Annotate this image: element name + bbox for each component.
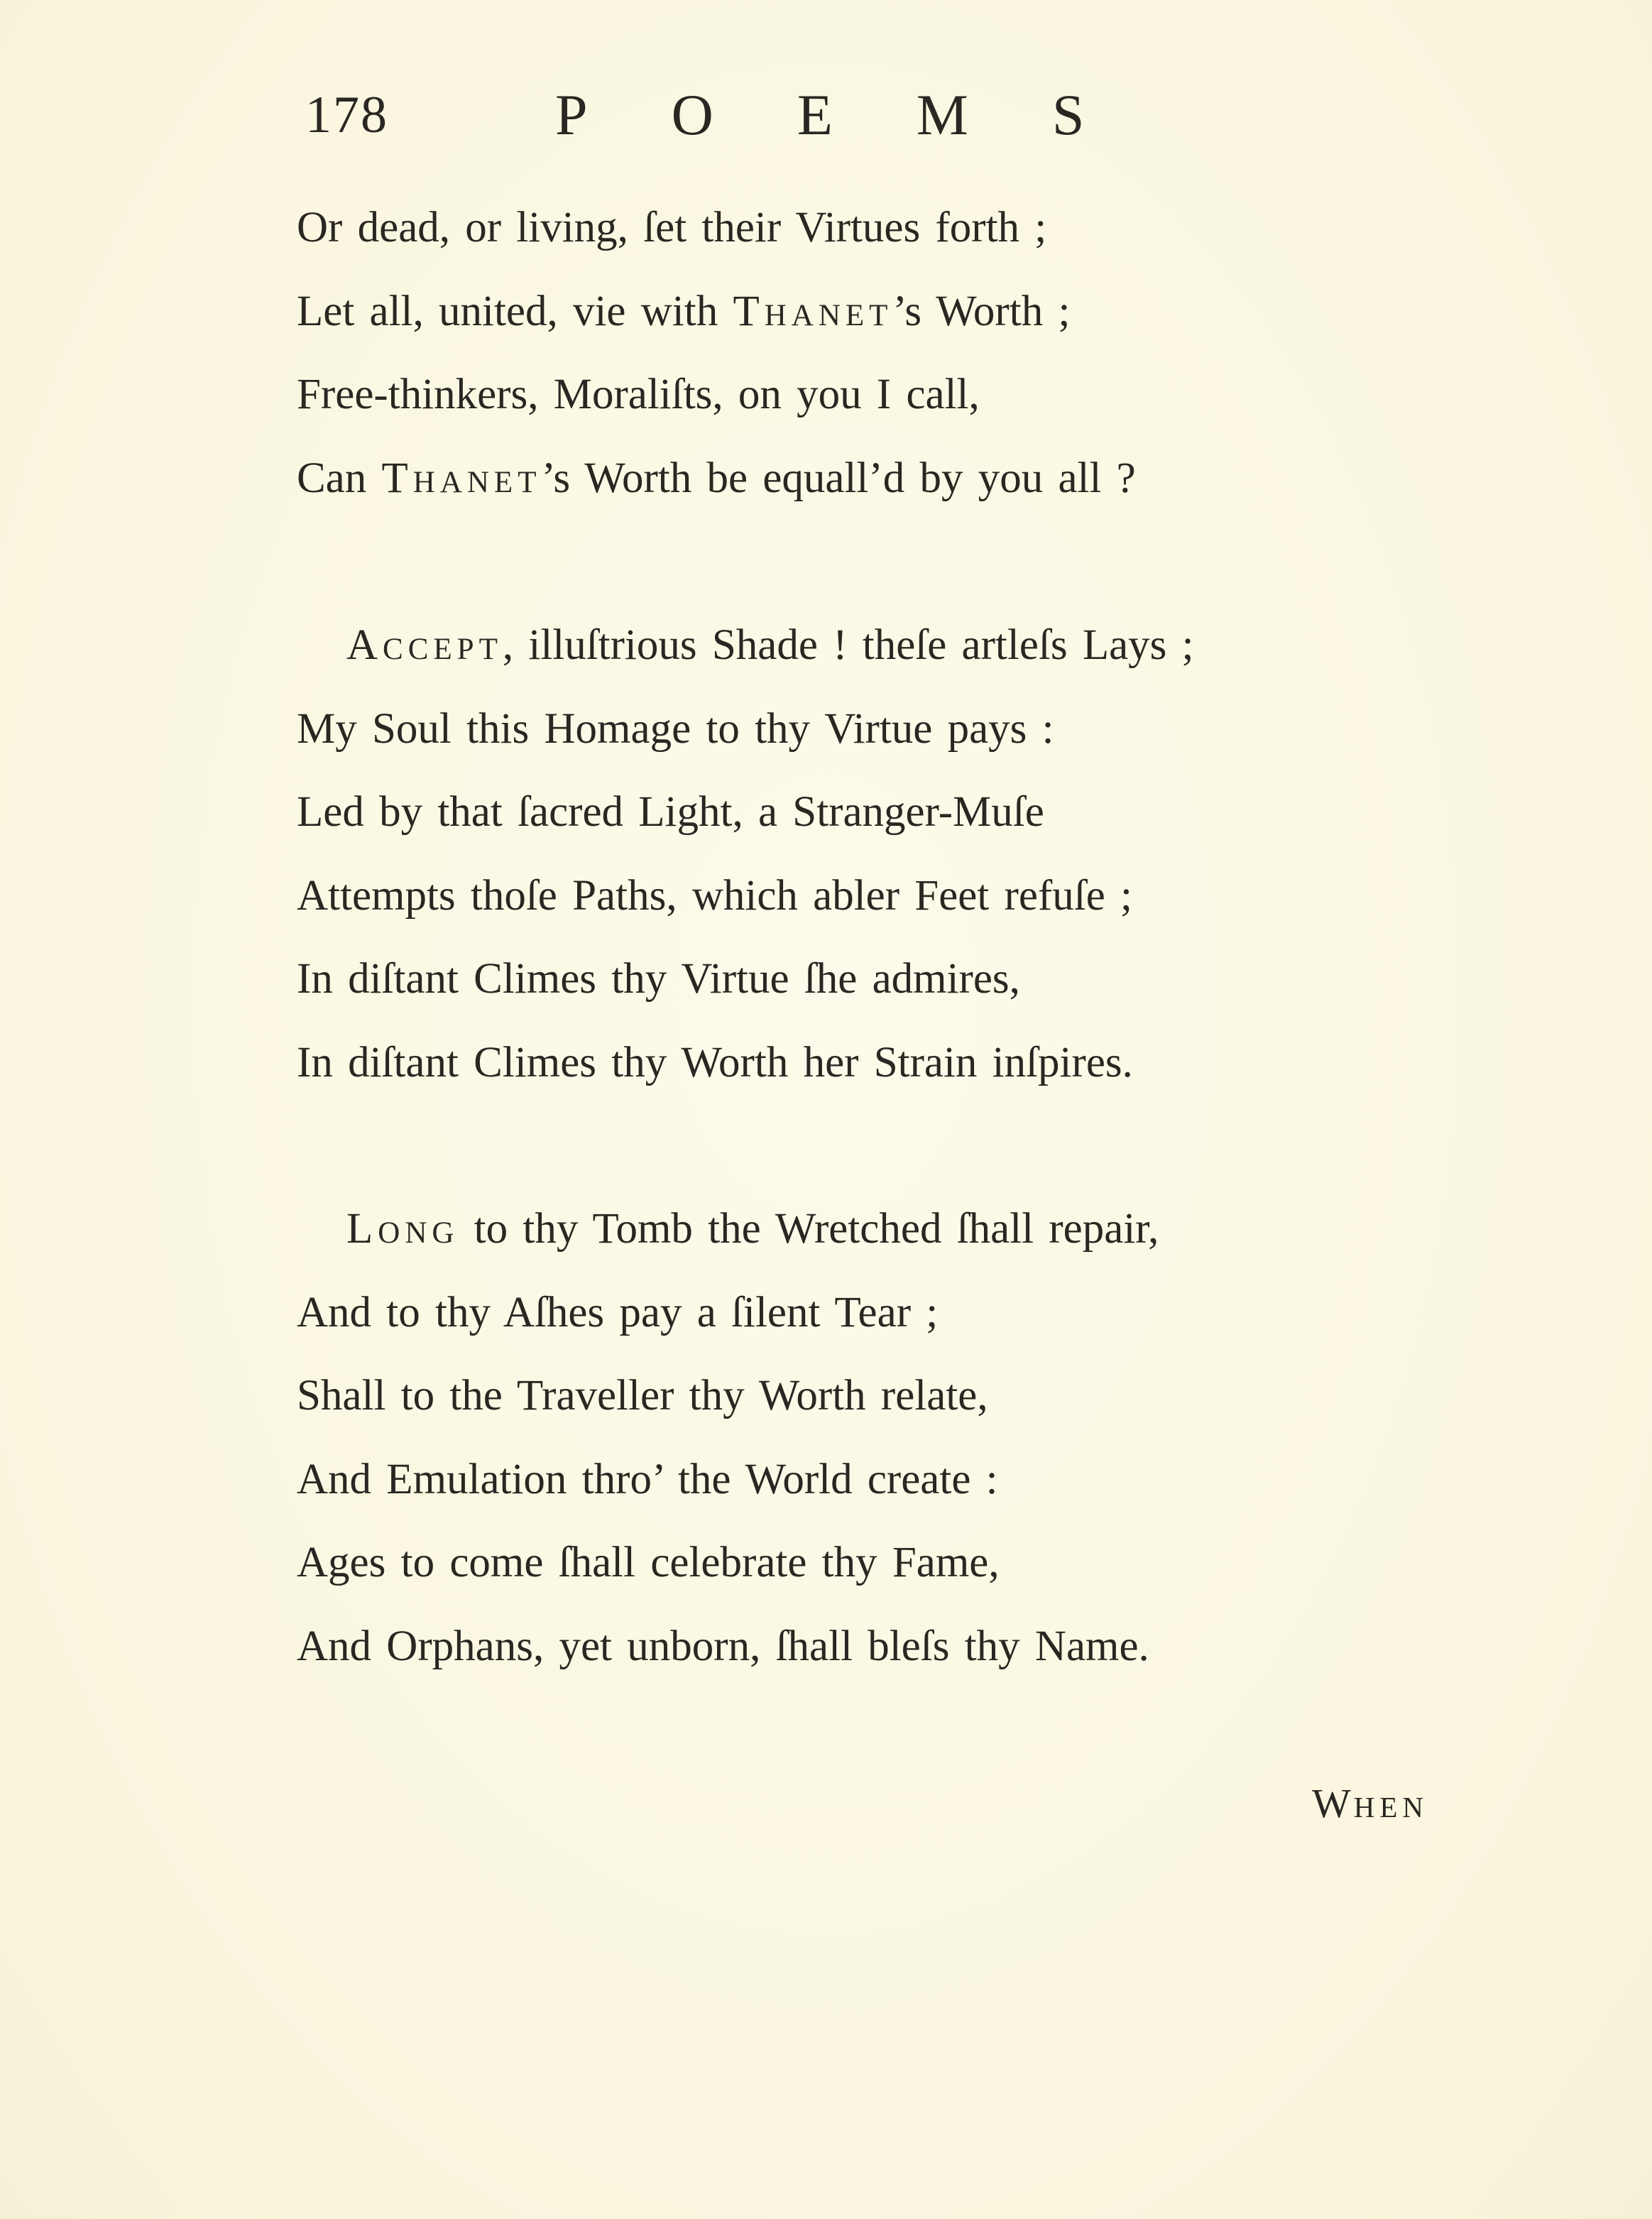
verse-line: Ages to come ſhall celebrate thy Fame, bbox=[297, 1539, 1000, 1586]
small-caps-name: Thanet bbox=[733, 287, 893, 335]
verse-line: And Emulation thro’ the World create : bbox=[297, 1455, 998, 1503]
verse-text: ’s Worth ; bbox=[892, 287, 1071, 335]
verse-line: Attempts thoſe Paths, which abler Feet refuſe ; bbox=[297, 871, 1132, 920]
verse-line: And to thy Aſhes pay a ſilent Tear ; bbox=[297, 1288, 939, 1336]
verse-line: Shall to the Traveller thy Worth relate, bbox=[297, 1372, 988, 1419]
verse-line: Or dead, or living, ſet their Virtues forth ; bbox=[297, 204, 1047, 251]
stanza-3 bbox=[297, 1187, 1404, 1688]
running-head bbox=[305, 80, 1228, 158]
small-caps-name: Thanet bbox=[381, 454, 542, 502]
stanza-1 bbox=[297, 186, 1404, 520]
stanza-2 bbox=[297, 604, 1404, 1104]
small-caps-opening: Accept bbox=[346, 621, 503, 669]
page-number: 178 bbox=[305, 86, 388, 144]
verse-line bbox=[297, 437, 1404, 520]
catchword-initial: W bbox=[1312, 1780, 1354, 1826]
verse-line: My Soul this Homage to thy Virtue pays : bbox=[297, 704, 1054, 753]
verse-text: to thy Tomb the Wretched ſhall repair, bbox=[459, 1205, 1159, 1253]
verse-line: And Orphans, yet unborn, ſhall bleſs thy Name. bbox=[297, 1622, 1149, 1670]
running-title: POEMS bbox=[555, 82, 1169, 147]
verse-line bbox=[297, 270, 1404, 354]
verse-text: Can bbox=[297, 454, 382, 502]
verse-text: Let all, united, vie with bbox=[297, 287, 733, 335]
catchword-rest: hen bbox=[1353, 1780, 1429, 1826]
verse-text: , illuſtrious Shade ! theſe artleſs Lays ; bbox=[502, 621, 1194, 669]
verse-line bbox=[297, 1187, 1404, 1271]
verse-line bbox=[297, 604, 1404, 687]
verse-line: Free-thinkers, Moraliſts, on you I call, bbox=[297, 371, 980, 418]
verse-text: ’s Worth be equall’d by you all ? bbox=[541, 454, 1136, 502]
small-caps-opening: Long bbox=[346, 1205, 459, 1253]
verse-line: Led by that ſacred Light, a Stranger-Muſe bbox=[297, 788, 1044, 836]
catchword bbox=[1312, 1768, 1428, 1839]
verse-line: In diſtant Climes thy Virtue ſhe admires, bbox=[297, 955, 1020, 1003]
verse-line: In diſtant Climes thy Worth her Strain inſpires. bbox=[297, 1038, 1133, 1086]
